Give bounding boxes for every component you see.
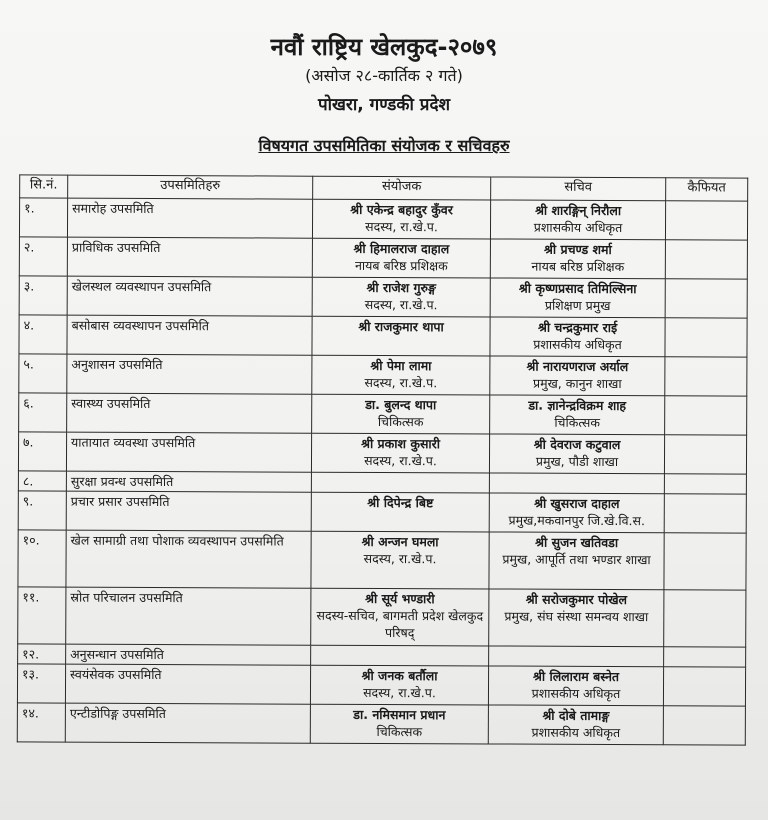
secretary-cell [489, 473, 664, 494]
convener-name: श्री हिमालराज दाहाल [353, 240, 450, 257]
convener-cell [311, 531, 489, 589]
subcommittee-name: यातायात व्यवस्था उपसमिति [66, 432, 311, 472]
secretary-name: श्री चन्द्रकुमार राई [537, 319, 618, 336]
secretary-name: श्री देवराज कटुवाल [533, 436, 621, 453]
convener-name [316, 474, 485, 475]
convener-name: श्री राजकुमार थापा [358, 318, 444, 335]
remarks-cell [664, 494, 746, 533]
convener-name: श्री दिपेन्द्र बिष्ट [367, 494, 434, 511]
remarks-cell [664, 533, 746, 590]
secretary-cell [489, 589, 664, 647]
secretary-cell [489, 434, 664, 474]
remarks-cell [665, 279, 747, 318]
convener-name: श्री राजेश गुरुङ्ग [366, 279, 436, 296]
subcommittee-name: स्वास्थ्य उपसमिति [67, 393, 312, 433]
secretary-name: श्री प्रचण्ड शर्मा [544, 241, 612, 257]
convener-cell [312, 394, 490, 434]
secretary-cell [490, 278, 665, 318]
serial-number: १. [19, 198, 67, 237]
table-row [19, 237, 747, 279]
serial-number: १३. [17, 664, 65, 703]
serial-number: ११. [18, 587, 66, 644]
convener-cell [311, 492, 489, 532]
convener-cell [312, 355, 490, 395]
secretary-role [494, 474, 660, 475]
remarks-cell [664, 590, 746, 647]
secretary-role: प्रशासकीय अधिकृत [531, 724, 621, 741]
remarks-cell [664, 435, 746, 474]
convener-name: डा. नमिसमान प्रधान [353, 706, 446, 723]
header-secretary: सचिव [491, 177, 666, 201]
secretary-role: प्रमुख, आपूर्ति तथा भण्डार शाखा [502, 551, 651, 568]
convener-name: श्री पेमा लामा [370, 357, 432, 374]
convener-cell [311, 588, 489, 646]
header-remarks: कैफियत [666, 178, 748, 201]
document-subtitle: विषयगत उपसमितिका संयोजक र सचिवहरु [258, 136, 510, 155]
secretary-cell [488, 666, 663, 706]
table-row [19, 198, 747, 240]
secretary-role: प्रशिक्षण प्रमुख [544, 297, 611, 313]
convener-cell [312, 199, 490, 239]
convener-role: सदस्य, रा.खे.प. [363, 550, 437, 567]
remarks-cell [665, 201, 747, 240]
secretary-name: श्री कृष्णप्रसाद तिमिल्सिना [518, 280, 637, 297]
subcommittee-name: अनुशासन उपसमिति [67, 354, 312, 394]
subcommittee-name: एन्टीडोपिङ्ग उपसमिति [65, 703, 310, 743]
serial-number: ६. [19, 393, 67, 432]
table-row [18, 587, 746, 647]
table-row [19, 315, 747, 357]
serial-number: ८. [18, 471, 66, 491]
secretary-role: प्रशासकीय अधिकृत [531, 685, 621, 702]
header-convener: संयोजक [313, 176, 491, 200]
secretary-cell [490, 239, 665, 279]
subcommittee-name: समारोह उपसमिति [67, 198, 312, 238]
secretary-cell [490, 200, 665, 240]
convener-role: चिकित्सक [377, 413, 424, 430]
serial-number: १४. [17, 703, 65, 742]
event-location: पोखरा, गण्डकी प्रदेश [317, 95, 451, 115]
table-row [19, 354, 747, 396]
remarks-cell [663, 706, 745, 745]
table-row [19, 393, 747, 435]
convener-cell [310, 704, 488, 744]
secretary-role: प्रमुख, पौडी शाखा [535, 453, 619, 470]
serial-number: ७. [18, 432, 66, 471]
table-header-row [20, 175, 748, 201]
secretary-name: श्री दोबे तामाङ्ग [542, 707, 610, 723]
convener-name [315, 647, 484, 648]
serial-number: १०. [18, 530, 66, 587]
convener-cell [312, 277, 490, 317]
convener-cell [311, 472, 489, 493]
convener-role [315, 647, 484, 648]
secretary-name [494, 474, 660, 475]
secretary-role: प्रमुख, कानुन शाखा [532, 375, 622, 392]
convener-cell [311, 433, 489, 473]
secretary-name: श्री सुजन खतिवडा [535, 534, 619, 551]
secretary-role: चिकित्सक [554, 414, 601, 430]
remarks-cell [665, 396, 747, 435]
convener-cell [312, 316, 490, 356]
secretary-role: प्रशासकीय अधिकृत [533, 219, 623, 236]
subcommittee-name: खेल सामाग्री तथा पोशाक व्यवस्थापन उपसमिति [66, 530, 311, 588]
secretary-name: श्री सरोजकुमार पोखेल [525, 591, 628, 608]
subcommittee-table [17, 174, 748, 745]
secretary-cell [490, 317, 665, 357]
secretary-name: श्री नारायणराज अर्याल [526, 358, 629, 375]
convener-name: श्री प्रकाश कुसारी [361, 435, 441, 452]
remarks-cell [663, 667, 745, 706]
convener-cell [312, 238, 490, 278]
subcommittee-name: बसोबास व्यवस्थापन उपसमिति [67, 315, 312, 355]
convener-name: डा. बुलन्द थापा [365, 396, 437, 413]
convener-role: चिकित्सक [376, 723, 423, 740]
secretary-role: प्रमुख, संघ संस्था समन्वय शाखा [504, 608, 649, 625]
subcommittee-name: प्राविधिक उपसमिति [67, 237, 312, 277]
convener-role: सदस्य, रा.खे.प. [364, 374, 438, 391]
serial-number: ४. [19, 315, 67, 354]
subcommittee-name: खेलस्थल व्यवस्थापन उपसमिति [67, 276, 312, 316]
remarks-cell [665, 318, 747, 357]
remarks-cell [664, 647, 746, 667]
convener-role: सदस्य, रा.खे.प. [365, 218, 438, 235]
convener-cell [311, 645, 489, 666]
convener-role: सदस्य-सचिव, बागमती प्रदेश खेलकुद परिषद् [316, 607, 484, 641]
secretary-role [493, 647, 659, 648]
secretary-role: प्रशासकीय अधिकृत [533, 336, 622, 353]
table-row [17, 664, 745, 706]
document-title: नवौं राष्ट्रिय खेलकुद-२०७९ [270, 33, 498, 61]
convener-role: सदस्य, रा.खे.प. [363, 684, 436, 701]
secretary-role: प्रमुख,मकवानपुर जि.खे.वि.स. [508, 512, 645, 529]
secretary-cell [489, 493, 664, 533]
table-row [19, 276, 747, 318]
convener-name: श्री सूर्य भण्डारी [365, 590, 435, 607]
serial-number: ५. [19, 354, 67, 393]
secretary-name [493, 647, 659, 648]
remarks-cell [665, 240, 747, 279]
secretary-cell [489, 646, 664, 667]
table-row [18, 432, 746, 474]
event-dates: (असोज २८-कार्तिक २ गते) [305, 66, 463, 85]
secretary-name: डा. ज्ञानेन्द्रविक्रम शाह [528, 397, 627, 414]
remarks-cell [665, 357, 747, 396]
table-row [17, 703, 745, 745]
header-serial: सि.नं. [20, 175, 68, 198]
convener-role: सदस्य, रा.खे.प. [364, 296, 438, 313]
serial-number: ३. [19, 276, 67, 315]
serial-number: ९. [18, 491, 66, 530]
subcommittee-name: स्रोत परिचालन उपसमिति [66, 587, 311, 645]
subcommittee-name: प्रचार प्रसार उपसमिति [66, 491, 311, 531]
convener-role: सदस्य, रा.खे.प. [364, 452, 437, 469]
secretary-role: नायब बरिष्ठ प्रशिक्षक [531, 258, 625, 275]
serial-number: २. [19, 237, 67, 276]
subcommittee-name: स्वयंसेवक उपसमिति [65, 664, 310, 704]
secretary-cell [489, 532, 664, 590]
convener-name: श्री अन्जन घमला [361, 533, 439, 550]
convener-name: श्री एकेन्द्र बहादुर कुँवर [350, 201, 453, 218]
header-subcommittee: उपसमितिहरु [68, 175, 313, 199]
secretary-name: श्री शारङ्गिन् निरौला [535, 202, 622, 219]
secretary-cell [490, 356, 665, 396]
serial-number: १२. [18, 644, 66, 664]
convener-role [316, 474, 485, 475]
secretary-name: श्री लिलाराम बस्नेत [533, 668, 620, 685]
table-row [18, 491, 746, 533]
remarks-cell [664, 474, 746, 494]
table-row [18, 530, 746, 590]
convener-cell [310, 665, 488, 705]
subcommittee-name: अनुसन्धान उपसमिति [66, 644, 311, 665]
subcommittee-name: सुरक्षा प्रवन्ध उपसमिति [66, 471, 311, 492]
secretary-cell [488, 705, 663, 745]
convener-name: श्री जनक बर्तौला [361, 667, 438, 684]
secretary-cell [490, 395, 665, 435]
convener-role: नायब बरिष्ठ प्रशिक्षक [354, 257, 448, 274]
secretary-name: श्री खुसराज दाहाल [534, 495, 620, 512]
